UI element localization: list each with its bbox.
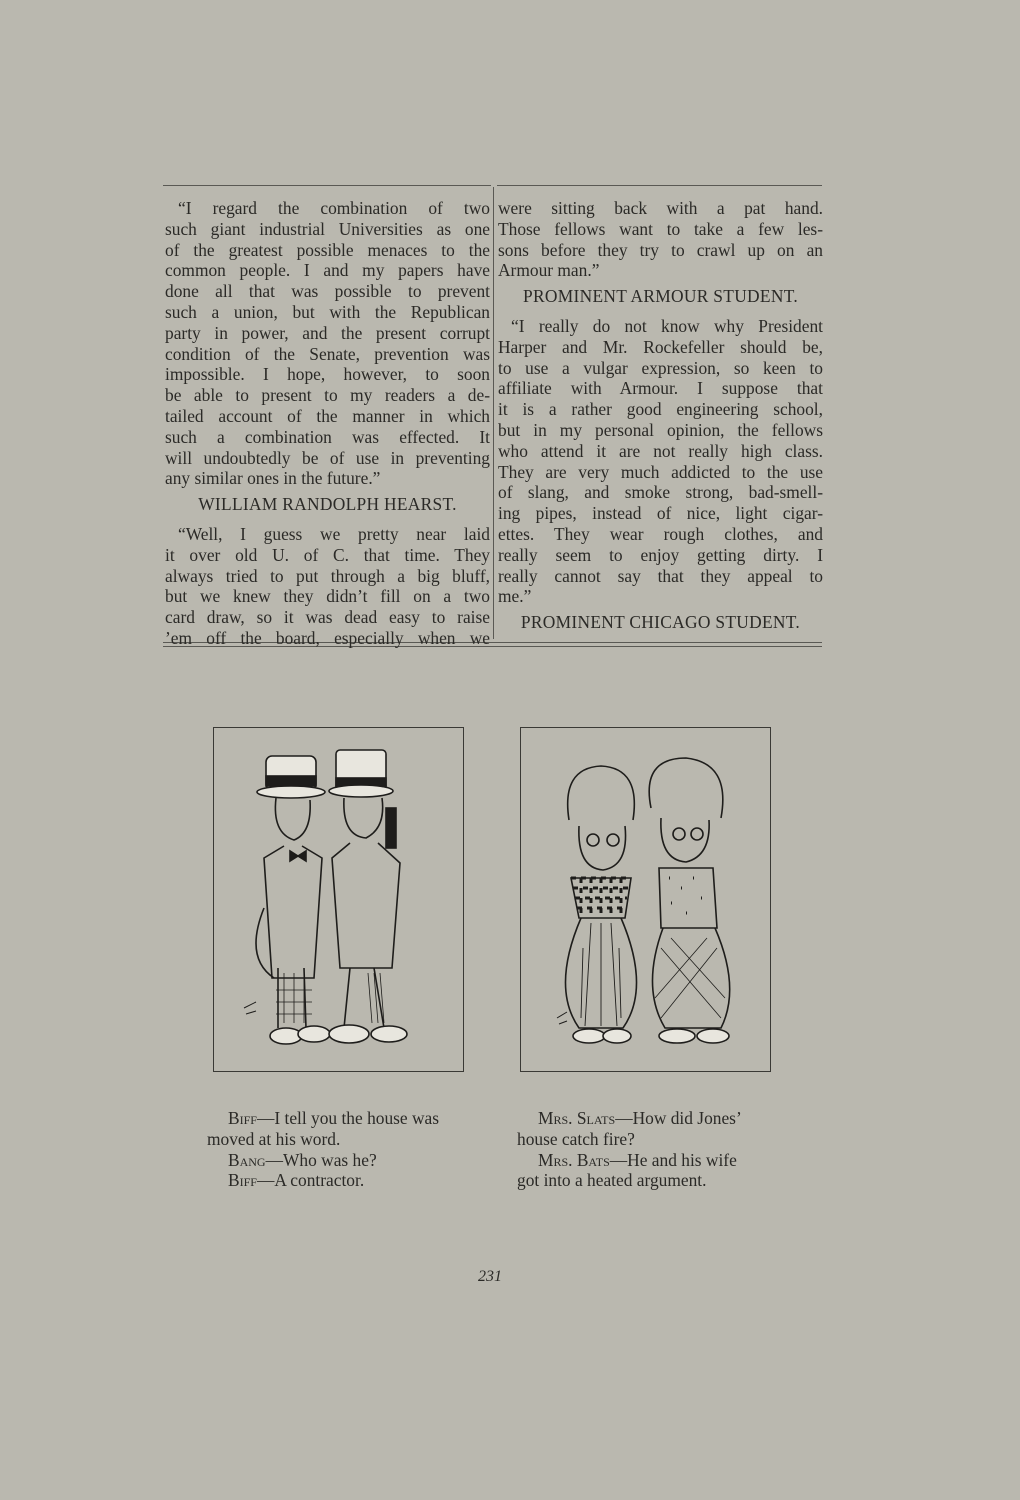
speaker-name: Biff [228, 1170, 257, 1191]
speaker-name: Bang [228, 1149, 266, 1170]
top-rule-left [163, 185, 491, 186]
text-line: “Well, I guess we pretty near laid [178, 523, 490, 544]
text-line: They are very much addicted to the use [498, 461, 823, 482]
text-line: really seem to enjoy getting dirty. I [498, 544, 823, 565]
text-line: condition of the Senate, prevention was [165, 343, 490, 364]
text-line: PROMINENT ARMOUR STUDENT. [523, 286, 798, 307]
text-line: ettes. They wear rough clothes, and [498, 523, 823, 544]
text-line: done all that was possible to prevent [165, 281, 490, 302]
caption-line [207, 1150, 477, 1171]
text-line: to use a vulgar expression, so keen to [498, 357, 823, 378]
text-line: it over old U. of C. that time. They [165, 544, 490, 565]
text-line: tailed account of the manner in which [165, 405, 490, 426]
text-line: party in power, and the present corrupt [165, 322, 490, 343]
speaker-name: Mrs. Slats [538, 1108, 616, 1128]
caption-line [207, 1170, 477, 1191]
text-line: always tried to put through a big bluff, [165, 565, 490, 586]
cartoon-mrs-slats-and-mrs-bats [520, 727, 771, 1072]
caption-line [207, 1108, 477, 1129]
text-line: affiliate with Armour. I suppose that [498, 378, 823, 399]
caption-line [517, 1129, 787, 1150]
left-text-column [165, 198, 490, 649]
caption-slats-bats [517, 1108, 787, 1191]
paragraph [498, 316, 823, 607]
dialogue-text: —I tell you the house was [256, 1108, 440, 1128]
text-line: impossible. I hope, however, to soon [165, 364, 490, 385]
text-line: such a combination was effected. It [165, 426, 490, 447]
top-rule-right [497, 185, 822, 186]
text-line: Those fellows want to take a few les- [498, 218, 823, 239]
cartoon-biff-and-bang [213, 727, 464, 1072]
text-line: were sitting back with a pat hand. [498, 198, 823, 218]
caption-line [517, 1108, 787, 1129]
text-line: common people. I and my papers have [165, 260, 490, 281]
speaker-name: Biff [228, 1108, 257, 1128]
speaker-name: Mrs. Bats [538, 1149, 610, 1170]
text-line: PROMINENT CHICAGO STUDENT. [520, 612, 801, 633]
text-line: ing pipes, instead of nice, light cigar- [498, 503, 823, 524]
paragraph [165, 198, 490, 489]
text-line: of the greatest possible menaces to the [165, 239, 490, 260]
right-text-column [498, 198, 823, 642]
text-line: such a union, but with the Republican [165, 301, 490, 322]
text-line: will undoubtedly be of use in preventing [165, 447, 490, 468]
caption-biff-bang [207, 1108, 477, 1191]
text-line: any similar ones in the future.” [165, 468, 381, 489]
page-number: 231 [478, 1268, 502, 1285]
text-line: who attend it are not really high class. [498, 440, 823, 461]
text-line: really cannot say that they appeal to [498, 565, 823, 586]
text-line: but in my personal opinion, the fellows [498, 419, 823, 440]
caption-line [517, 1150, 787, 1171]
caption-line [207, 1129, 477, 1150]
column-divider [493, 187, 494, 639]
text-line: “I really do not know why President [511, 315, 823, 336]
text-line: be able to present to my readers a de- [165, 385, 490, 406]
text-line: sons before they try to crawl up on an [498, 239, 823, 260]
text-line: Harper and Mr. Rockefeller should be, [498, 336, 823, 357]
dialogue-text: —He and his wife [609, 1149, 737, 1170]
text-line: such giant industrial Universities as one [165, 218, 490, 239]
dialogue-text: —How did Jones’ [615, 1108, 742, 1128]
dialogue-text: got into a heated argument. [517, 1170, 707, 1191]
text-line: of slang, and smoke strong, bad-smell- [498, 482, 823, 503]
caption-line [517, 1170, 787, 1191]
dialogue-text: house catch fire? [517, 1128, 635, 1149]
text-line: card draw, so it was dead easy to raise [165, 607, 490, 628]
text-line: me.” [498, 586, 532, 607]
paragraph [498, 198, 823, 281]
text-line: it is a rather good engineering school, [498, 399, 823, 420]
text-line: ’em off the board, especially when we [165, 627, 490, 648]
text-line: “I regard the combination of two [178, 198, 490, 218]
paragraph [165, 524, 490, 649]
text-line: but we knew they didn’t fill on a two [165, 586, 490, 607]
attribution [165, 494, 490, 515]
text-line: Armour man.” [498, 260, 600, 281]
dialogue-text: —A contractor. [256, 1170, 365, 1191]
attribution [498, 612, 823, 633]
attribution [498, 286, 823, 307]
text-line: WILLIAM RANDOLPH HEARST. [198, 494, 457, 515]
dialogue-text: —Who was he? [265, 1149, 377, 1170]
dialogue-text: moved at his word. [207, 1128, 341, 1149]
